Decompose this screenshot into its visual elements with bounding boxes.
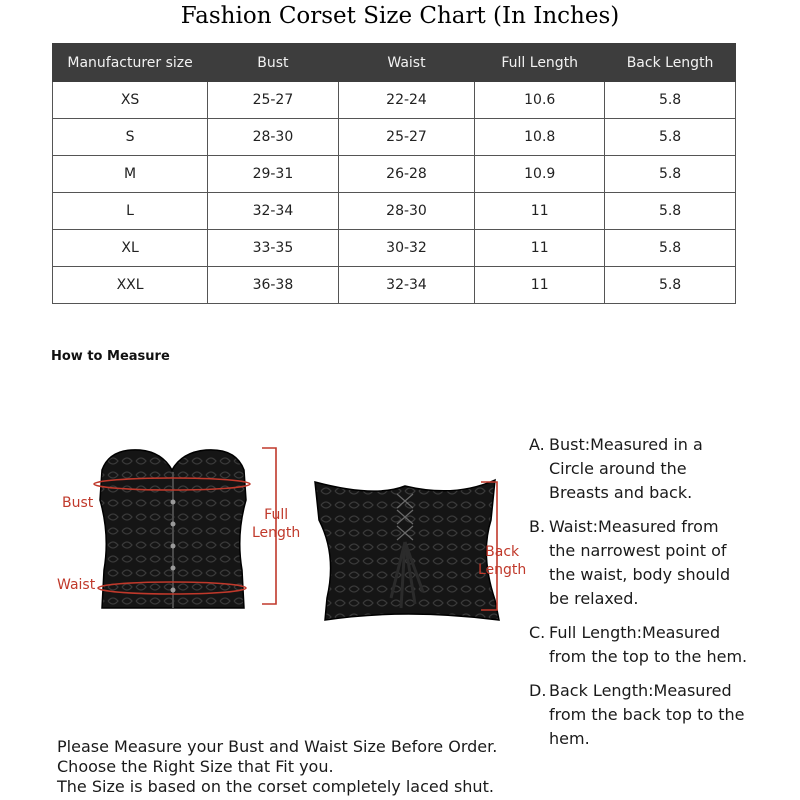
table-cell: XL: [53, 230, 208, 267]
table-cell: 11: [475, 193, 605, 230]
table-body: [53, 82, 736, 304]
note-letter: B.: [529, 517, 546, 536]
table-cell: 28-30: [208, 119, 339, 156]
table-cell: 33-35: [208, 230, 339, 267]
table-cell: 10.6: [475, 82, 605, 119]
note-line: the waist, body should: [549, 565, 731, 584]
measurement-notes: [529, 433, 794, 761]
table-cell: 5.8: [605, 119, 736, 156]
back-length-label: Back Length: [478, 544, 527, 578]
page-title: Fashion Corset Size Chart (In Inches): [180, 3, 620, 29]
full-length-label: Full Length: [252, 507, 301, 541]
note-letter: D.: [529, 681, 547, 700]
footer-line: The Size is based on the corset completely laced shut.: [57, 777, 494, 796]
note-line: Breasts and back.: [549, 483, 693, 502]
footer-line: Choose the Right Size that Fit you.: [57, 757, 334, 776]
note-line: Circle around the: [549, 459, 687, 478]
note-line: from the back top to the: [549, 705, 745, 724]
table-cell: XXL: [53, 267, 208, 304]
table-cell: 22-24: [338, 82, 475, 119]
table-cell: 32-34: [208, 193, 339, 230]
table-cell: 10.9: [475, 156, 605, 193]
footer-line: Please Measure your Bust and Waist Size Before Order.: [57, 737, 498, 756]
table-cell: 5.8: [605, 230, 736, 267]
table-row: [53, 156, 736, 193]
bust-label: Bust: [62, 495, 94, 511]
note-line: hem.: [549, 729, 590, 748]
measurement-note: [529, 621, 794, 669]
measurement-note: [529, 679, 794, 751]
table-cell: 10.8: [475, 119, 605, 156]
table-cell: 11: [475, 230, 605, 267]
measurement-note: [529, 433, 794, 505]
table-row: [53, 193, 736, 230]
table-row: [53, 119, 736, 156]
waist-label: Waist: [57, 577, 96, 593]
table-cell: 25-27: [208, 82, 339, 119]
table-row: [53, 230, 736, 267]
note-line: the narrowest point of: [549, 541, 727, 560]
table-cell: 28-30: [338, 193, 475, 230]
note-line: Waist:Measured from: [549, 517, 719, 536]
column-header: Waist: [338, 44, 475, 82]
table-cell: XS: [53, 82, 208, 119]
size-chart-table: [52, 43, 736, 304]
note-line: be relaxed.: [549, 589, 639, 608]
table-row: [53, 82, 736, 119]
table-header-row: [53, 44, 736, 82]
table-cell: 32-34: [338, 267, 475, 304]
column-header: Full Length: [475, 44, 605, 82]
column-header: Back Length: [605, 44, 736, 82]
table-cell: 5.8: [605, 193, 736, 230]
table-cell: L: [53, 193, 208, 230]
table-cell: 5.8: [605, 267, 736, 304]
note-line: from the top to the hem.: [549, 647, 748, 666]
table-cell: 11: [475, 267, 605, 304]
table-cell: 5.8: [605, 156, 736, 193]
table-cell: M: [53, 156, 208, 193]
table-cell: 29-31: [208, 156, 339, 193]
note-letter: C.: [529, 623, 546, 642]
table-cell: 26-28: [338, 156, 475, 193]
note-line: Full Length:Measured: [549, 623, 721, 642]
footer-instructions: [57, 737, 497, 797]
table-cell: 25-27: [338, 119, 475, 156]
column-header: Bust: [208, 44, 339, 82]
measurement-note: [529, 515, 794, 611]
table-cell: 36-38: [208, 267, 339, 304]
note-line: Bust:Measured in a: [549, 435, 703, 454]
table-cell: 30-32: [338, 230, 475, 267]
how-to-measure-heading: How to Measure: [51, 349, 170, 364]
table-row: [53, 267, 736, 304]
table-cell: S: [53, 119, 208, 156]
note-line: Back Length:Measured: [549, 681, 732, 700]
note-letter: A.: [529, 435, 545, 454]
column-header: Manufacturer size: [53, 44, 208, 82]
table-cell: 5.8: [605, 82, 736, 119]
